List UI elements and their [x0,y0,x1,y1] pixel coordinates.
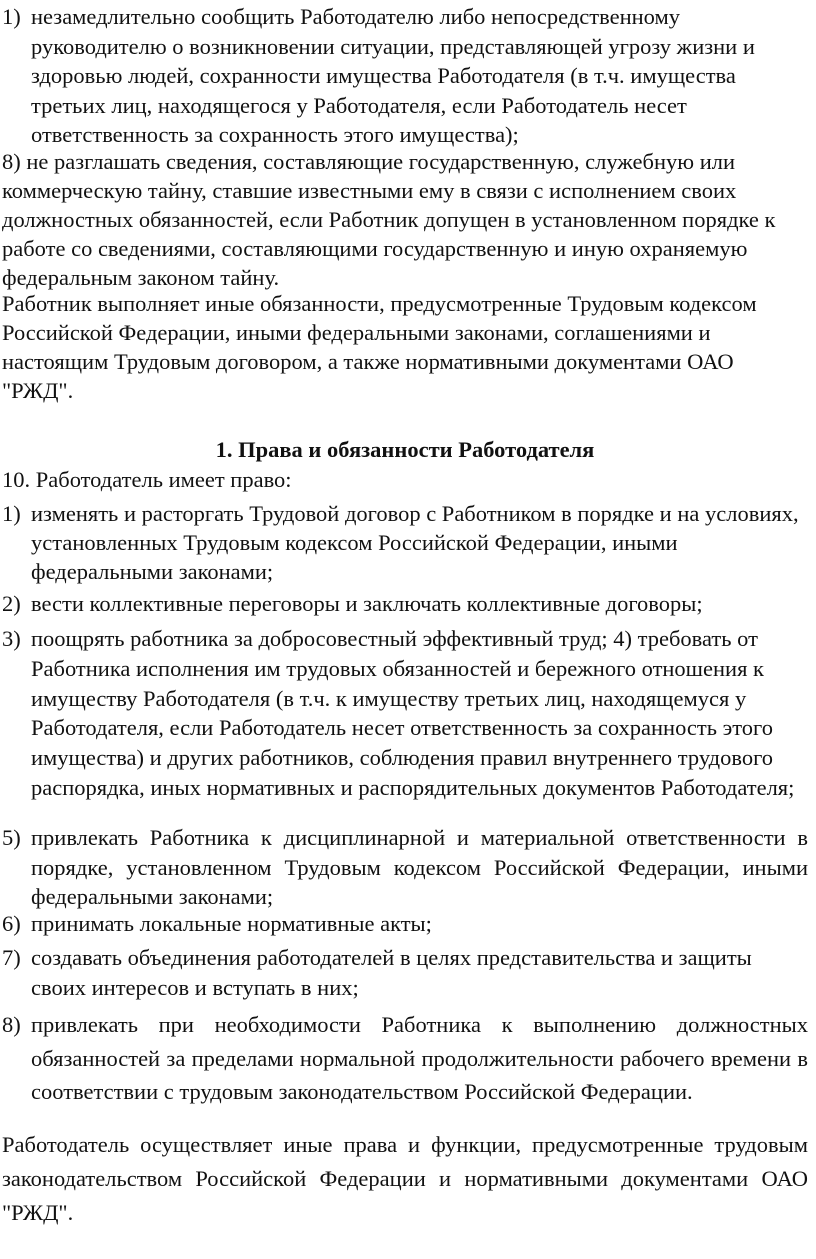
paragraph-item-8: 8) не разглашать сведения, составляющие государственную, служебную или коммерческую тайну, ставшие известными ему в связи с исполнением своих должностных обязанностей, если Работник допущен в установленном порядке к работе со сведениями, составляющими государственную и иную охраняемую федеральным законом тайну. [2,149,776,290]
list-item [2,624,808,803]
list-item [2,589,808,618]
list-item-number: 6) [2,911,21,936]
list-item [2,823,808,912]
list-item [2,909,808,938]
list-item-number: 5) [2,825,21,850]
list-item-text: изменять и расторгать Трудовой договор с Работником в порядке и на условиях, установленных Трудовым кодексом Российской Федерации, иными федеральными законами; [31,501,799,584]
list-item [2,1008,808,1109]
list-item-number: 1) [2,4,21,29]
list-item-number: 3) [2,626,21,651]
list-item-number: 2) [2,591,21,616]
list-item-text: незамедлительно сообщить Работодателю либо непосредственному руководителю о возникновении ситуации, представляющей угрозу жизни и здоровью людей, сохранности имущества Работодателя (в т.ч. имущества третьих лиц, находящегося у Работодателя, если Работодатель несет ответственность за сохранность этого имущества); [31,4,755,147]
list-item [2,2,808,150]
paragraph-employer-other-rights: Работодатель осуществляет иные права и функции, предусмотренные трудовым законодательством Российской Федерации и нормативными документами ОАО "РЖД". [2,1132,808,1225]
list-item-text: привлекать при необходимости Работника к выполнению должностных обязанностей за пределами нормальной продолжительности рабочего времени в соответствии с трудовым законодательством Российской Федерации. [31,1012,808,1105]
list-item-text: привлекать Работника к дисциплинарной и материальной ответственности в порядке, установленном Трудовым кодексом Российской Федерации, иными федеральными законами; [31,825,808,909]
list-item-number: 7) [2,945,21,970]
list-item [2,943,808,1003]
section-title: 1. Права и обязанности Работодателя [215,437,595,462]
paragraph-worker-other-duties: Работник выполняет иные обязанности, предусмотренные Трудовым кодексом Российской Федерации, иными федеральными законами, соглашениями и настоящим Трудовым договором, а также нормативными документами ОАО "РЖД". [2,291,757,403]
list-item-number: 1) [2,501,21,526]
list-item-text: принимать локальные нормативные акты; [31,911,432,936]
list-item-number: 8) [2,1012,21,1037]
clause-10: 10. Работодатель имеет право: [2,467,292,492]
list-item [2,499,808,586]
list-item-text: поощрять работника за добросовестный эффективный труд; 4) требовать от Работника исполнения им трудовых обязанностей и бережного отношения к имуществу Работодателя (в т.ч. к имуществу третьих лиц, находящемуся у Работодателя, если Работодатель несет ответственность за сохранность этого имущества) и других работников, соблюдения правил внутреннего трудового распорядка, иных нормативных и распорядительных документов Работодателя; [31,626,795,800]
list-item-text: создавать объединения работодателей в целях представительства и защиты своих интересов и вступать в них; [31,945,752,1000]
list-item-text: вести коллективные переговоры и заключать коллективные договоры; [31,591,703,616]
